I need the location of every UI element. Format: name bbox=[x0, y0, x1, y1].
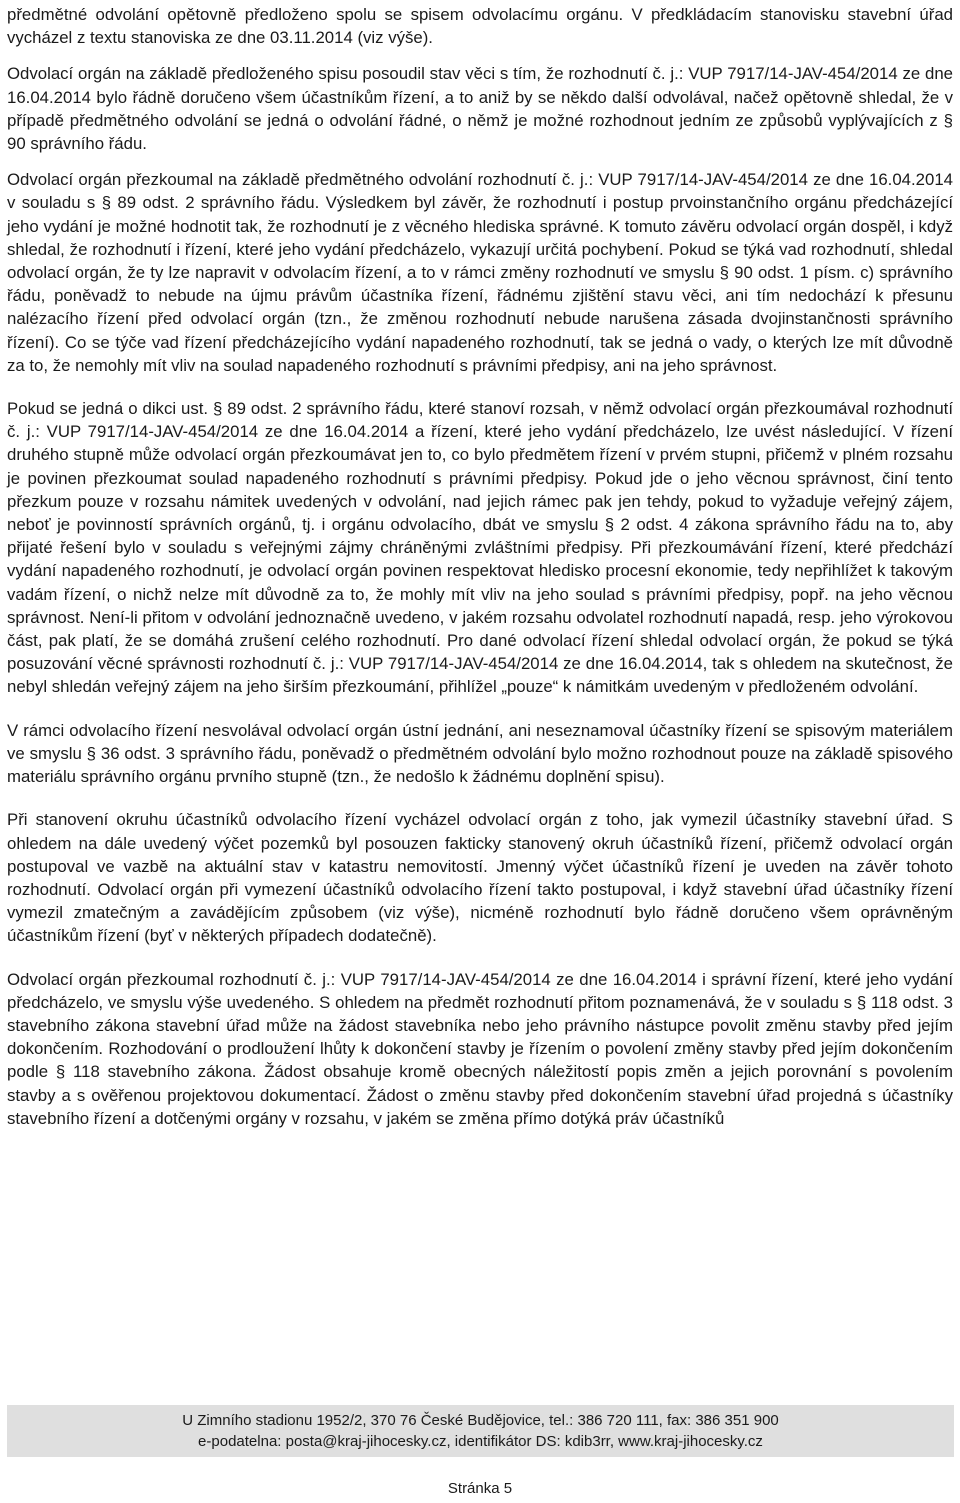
paragraph-zmena-stavby: Odvolací orgán přezkoumal rozhodnutí č. j.: VUP 7917/14-JAV-454/2014 ze dne 16.04.2014 i správní řízení, které jeho vydání předcházelo, ve smyslu výše uvedeného. S ohledem na předmět rozhodnutí přitom poznamenává, že v souladu s § 118 odst. 3 stavebního zákona stavební úřad může na žádost stavebníka nebo jeho právního nástupce povolit změnu stavby před jejím dokončením. Rozhodování o prodloužení lhůty k dokončení stavby je řízením o povolení změny stavby před jejím dokončením podle § 118 stavebního zákona. Žádost obsahuje kromě obecných náležitostí popis změn a jejich porovnání s povolením stavby a s ověřenou projektovou dokumentací. Žádost o změnu stavby před dokončením stavební úřad projedná s účastníky stavebního řízení a dotčenými orgány v rozsahu, v jakém se změna přímo dotýká práv účastníků bbox=[7, 969, 953, 1128]
page-number: Stránka 5 bbox=[447, 1480, 513, 1497]
paragraph-prezkoumani: Odvolací orgán přezkoumal na základě předmětného odvolání rozhodnutí č. j.: VUP 7917/14-JAV-454/2014 ze dne 16.04.2014 v souladu s § 89 odst. 2 správního řádu. Výsledkem byl závěr, že rozhodnutí i postup prvoinstančního orgánu předcházející jeho vydání je možné hodnotit tak, že rozhodnutí je z věcného hlediska správné. K tomuto závěru odvolací orgán dospěl, i když shledal, že rozhodnutí i řízení, které jeho vydání předcházelo, vykazují určitá pochybení. Pokud se týká vad rozhodnutí, shledal odvolací orgán, že ty lze napravit v odvolacím řízení, a to v rámci změny rozhodnutí ve smyslu § 90 odst. 1 písm. c) správního řádu, poněvadž to nebude na újmu právům účastníka řízení, řádnému zjištění stavu věci, ani tím nedochází k přesunu nalézacího řízení před odvolací orgán (tzn., že změnou rozhodnutí nebude narušena zásada dvojinstančnosti správního řízení). Co se týče vad řízení předcházejícího vydání napadeného rozhodnutí, tak se jedná o vady, o kterých lze mít důvodně za to, že nemohly mít vliv na soulad napadeného rozhodnutí s právními předpisy, ani na jeho správnost. bbox=[7, 170, 953, 375]
paragraph-ustni-jednani: V rámci odvolacího řízení nesvolával odvolací orgán ústní jednání, ani neseznamoval účastníky řízení se spisovým materiálem ve smyslu § 36 odst. 3 správního řádu, poněvadž o předmětném odvolání bylo možno rozhodnout pouze na základě spisového materiálu správního orgánu prvního stupně (tzn., že nedošlo k žádnému doplnění spisu). bbox=[7, 720, 953, 787]
paragraph-continuation: předmětné odvolání opětovně předloženo spolu se spisem odvolacímu orgánu. V předkládacím stanovisku stavební úřad vycházel z textu stanoviska ze dne 03.11.2014 (viz výše). bbox=[7, 5, 953, 48]
page-footer bbox=[7, 1405, 954, 1457]
paragraph-posouzeni: Odvolací orgán na základě předloženého spisu posoudil stav věci s tím, že rozhodnutí č. j.: VUP 7917/14-JAV-454/2014 ze dne 16.04.2014 bylo řádně doručeno všem účastníkům řízení, a to aniž by se někdo další odvolával, načež opětovně shledal, že v případě předmětného odvolání se jedná o odvolání řádné, o němž je možné rozhodnout jedním ze způsobů vyplývajících z § 90 správního řádu. bbox=[7, 64, 953, 154]
paragraph-ucastnici: Při stanovení okruhu účastníků odvolacího řízení vycházel odvolací orgán z toho, jak vymezil účastníky stavební úřad. S ohledem na dále uvedený výčet pozemků byl posouzen fakticky stanovený okruh účastníků řízení, přičemž odvolací orgán postupoval ve vazbě na aktuální stav v katastru nemovitostí. Jmenný výčet účastníků řízení je uveden na závěr tohoto rozhodnutí. Odvolací orgán při vymezení účastníků odvolacího řízení takto postupoval, i když stavební úřad účastníky řízení vymezil zmatečným a zavádějícím způsobem (viz výše), nicméně rozhodnutí bylo řádně doručeno všem oprávněným účastníkům řízení (byť v některých případech dodatečně). bbox=[7, 810, 953, 946]
footer-address: U Zimního stadionu 1952/2, 370 76 České Budějovice, tel.: 386 720 111, fax: 386 351 900 bbox=[182, 1412, 779, 1429]
paragraph-rozsah-prezkumu: Pokud se jedná o dikci ust. § 89 odst. 2 správního řádu, které stanoví rozsah, v němž odvolací orgán přezkoumával rozhodnutí č. j.: VUP 7917/14-JAV-454/2014 ze dne 16.04.2014 a řízení, které jeho vydání předcházelo, lze uvést následující. V řízení druhého stupně může odvolací orgán přezkoumávat jen to, co bylo předmětem řízení v prvém stupni, přičemž v plném rozsahu je povinen přezkoumat soulad napadeného rozhodnutí s právními předpisy. Pokud jde o jeho věcnou správnost, činí tento přezkum pouze v rozsahu námitek uvedených v odvolání, nad jejich rámec pak jen tehdy, pokud to vyžaduje veřejný zájem, neboť je povinností správních orgánů, tj. i orgánu odvolacího, dbát ve smyslu § 2 odst. 4 zákona správního řádu na to, aby přijaté řešení bylo v souladu s veřejnými zájmy chráněnými zvláštními předpisy. Při přezkoumávání řízení, které předchází vydání napadeného rozhodnutí, je odvolací orgán povinen respektovat hledisko procesní ekonomie, tedy nepřihlížet k takovým vadám řízení, o nichž nelze mít důvodně za to, že mohly mít vliv na jeho soulad s právními předpisy, popř. na jeho věcnou správnost. Není-li přitom v odvolání jednoznačně uvedeno, v jakém rozsahu odvolatel rozhodnutí napadá, resp. jeho výrokovou část, pak platí, že se domáhá zrušení celého rozhodnutí. Pro dané odvolací řízení shledal odvolací orgán, že pokud se týká posuzování věcné správnosti rozhodnutí č. j.: VUP 7917/14-JAV-454/2014 ze dne 16.04.2014, tak s ohledem na skutečnost, že nebyl shledán veřejný zájem na jeho širším přezkoumání, přihlížel „pouze“ k námitkám uvedeným v předloženém odvolání. bbox=[7, 399, 953, 697]
document-body bbox=[7, 3, 953, 1130]
footer-contact: e-podatelna: posta@kraj-jihocesky.cz, identifikátor DS: kdib3rr, www.kraj-jihocesky.cz bbox=[198, 1433, 763, 1450]
